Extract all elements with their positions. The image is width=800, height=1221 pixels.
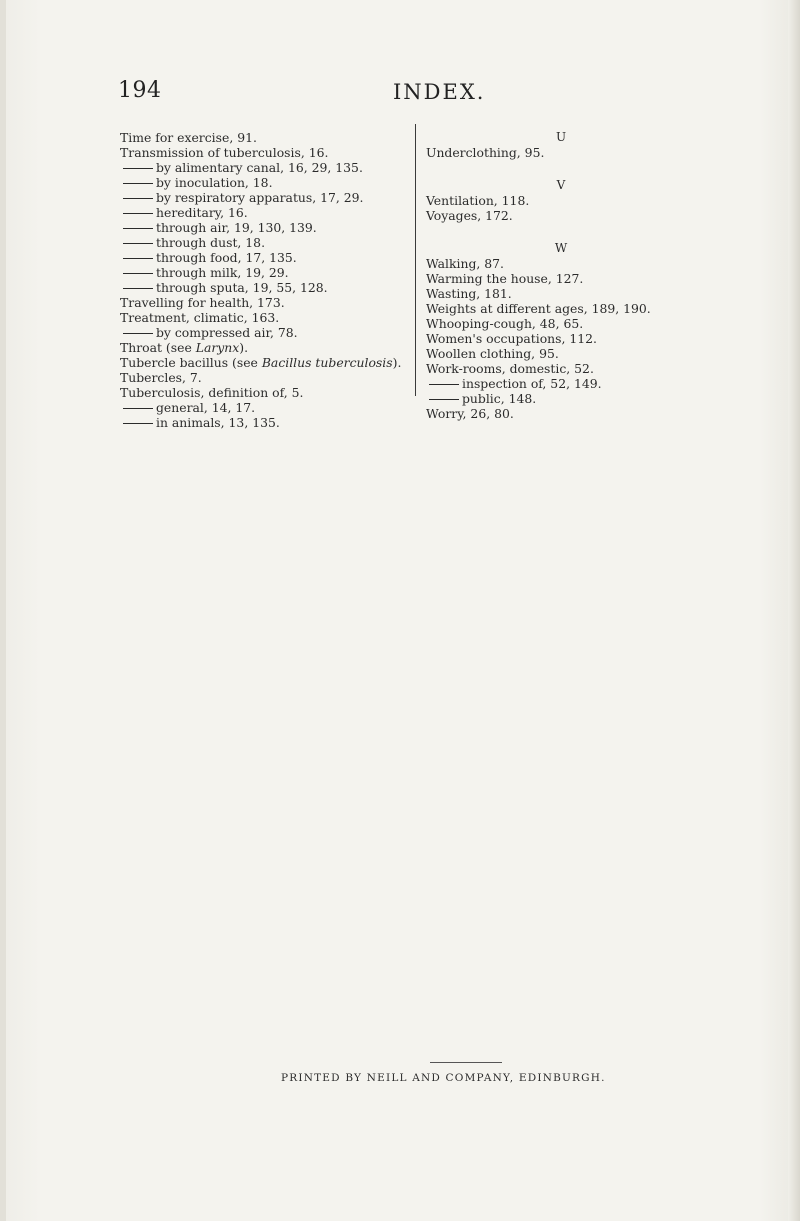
ditto-dash — [429, 399, 459, 400]
subentry-text: public, 148. — [462, 391, 537, 406]
ditto-dash — [123, 213, 153, 214]
ditto-dash — [123, 243, 153, 244]
index-entry: Warming the house, 127. — [426, 271, 584, 286]
footer-rule — [430, 1062, 502, 1063]
index-subentry — [120, 190, 405, 205]
cross-reference: Bacillus tuberculosis — [261, 355, 393, 370]
column-divider — [415, 124, 416, 396]
section-letter: U — [555, 130, 567, 144]
cross-reference: Larynx — [195, 340, 240, 355]
section-letter: V — [556, 178, 566, 192]
subentry-text: by inoculation, 18. — [156, 175, 273, 190]
index-entry: Ventilation, 118. — [426, 193, 530, 208]
index-entry: Work-rooms, domestic, 52. — [426, 361, 594, 376]
subentry-text: through sputa, 19, 55, 128. — [156, 280, 328, 295]
ditto-dash — [123, 183, 153, 184]
ditto-dash — [123, 273, 153, 274]
subentry-text: through dust, 18. — [156, 235, 266, 250]
ditto-dash — [123, 168, 153, 169]
entry-text: ). — [392, 355, 402, 370]
index-entry: Tuberculosis, definition of, 5. — [120, 385, 304, 400]
index-entry — [120, 340, 405, 355]
index-entry: Wasting, 181. — [426, 286, 512, 301]
entry-text: ). — [239, 340, 249, 355]
subentry-text: by alimentary canal, 16, 29, 135. — [156, 160, 363, 175]
index-entry: Woollen clothing, 95. — [426, 346, 559, 361]
section-letter: W — [554, 241, 568, 255]
subentry-text: by respiratory apparatus, 17, 29. — [156, 190, 364, 205]
subentry-text: through food, 17, 135. — [156, 250, 297, 265]
index-entry: Women's occupations, 112. — [426, 331, 597, 346]
index-subentry — [120, 280, 405, 295]
left-column — [120, 130, 405, 430]
index-subentry — [120, 205, 405, 220]
subentry-text: in animals, 13, 135. — [156, 415, 280, 430]
index-subentry — [120, 265, 405, 280]
index-subentry — [120, 250, 405, 265]
subentry-text: general, 14, 17. — [156, 400, 256, 415]
page-number: 194 — [118, 78, 162, 103]
index-entry: Transmission of tuberculosis, 16. — [120, 145, 329, 160]
index-entry — [120, 355, 405, 370]
ditto-dash — [123, 423, 153, 424]
index-subentry — [426, 376, 696, 391]
index-subentry — [120, 175, 405, 190]
index-entry: Weights at different ages, 189, 190. — [426, 301, 651, 316]
index-subentry — [426, 391, 696, 406]
entry-text: Tubercle bacillus (see — [120, 355, 262, 370]
index-entry: Underclothing, 95. — [426, 145, 545, 160]
ditto-dash — [429, 384, 459, 385]
index-entry: Walking, 87. — [426, 256, 504, 271]
page-left-edge — [0, 0, 6, 1221]
ditto-dash — [123, 258, 153, 259]
index-entry: Whooping-cough, 48, 65. — [426, 316, 584, 331]
subentry-text: through milk, 19, 29. — [156, 265, 289, 280]
index-entry: Travelling for health, 173. — [120, 295, 285, 310]
subentry-text: by compressed air, 78. — [156, 325, 298, 340]
index-subentry — [120, 325, 405, 340]
index-subentry — [120, 220, 405, 235]
index-entry: Tubercles, 7. — [120, 370, 202, 385]
entry-text: Throat (see — [120, 340, 196, 355]
page-right-edge — [788, 0, 800, 1221]
ditto-dash — [123, 408, 153, 409]
index-subentry — [120, 415, 405, 430]
printer-imprint: PRINTED BY NEILL AND COMPANY, EDINBURGH. — [281, 1072, 606, 1084]
index-entry: Treatment, climatic, 163. — [120, 310, 280, 325]
index-subentry — [120, 400, 405, 415]
ditto-dash — [123, 288, 153, 289]
subentry-text: inspection of, 52, 149. — [462, 376, 602, 391]
running-head: INDEX. — [393, 80, 486, 104]
index-subentry — [120, 160, 405, 175]
ditto-dash — [123, 228, 153, 229]
ditto-dash — [123, 333, 153, 334]
subentry-text: through air, 19, 130, 139. — [156, 220, 317, 235]
ditto-dash — [123, 198, 153, 199]
index-entry: Time for exercise, 91. — [120, 130, 257, 145]
subentry-text: hereditary, 16. — [156, 205, 248, 220]
index-subentry — [120, 235, 405, 250]
right-column — [426, 130, 696, 421]
index-entry: Voyages, 172. — [426, 208, 513, 223]
index-entry: Worry, 26, 80. — [426, 406, 514, 421]
